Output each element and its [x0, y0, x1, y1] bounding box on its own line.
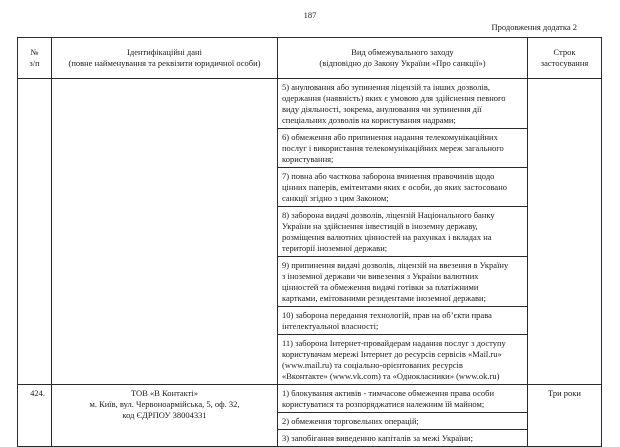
- continued-measure-4: [278, 207, 527, 257]
- measure-line: 9) припинення видачі дозволів, ліцензій на ввезення в Україну: [282, 260, 509, 270]
- measure-line: з іноземної держави чи вивезення з України валютних: [282, 271, 479, 281]
- measure-line: цінностей та обмеження видачі готівки за платіжними: [282, 282, 479, 292]
- measure-line: санкції згідно з цим Законом;: [282, 193, 389, 203]
- measure-line: 1) блокування активів - тимчасове обмеження права особи: [282, 388, 495, 398]
- measure-line: 6) обмеження або припинення надання телекомунікаційних: [282, 132, 498, 142]
- continued-measure-2: [278, 129, 527, 168]
- continued-measure-3: [278, 168, 527, 207]
- sanctions-table: [17, 37, 602, 447]
- measure-line: 11) заборона Інтернет-провайдерам надання послуг з доступу: [282, 338, 506, 348]
- page-number: 187: [303, 10, 317, 20]
- measure-line: користуватися та розпоряджатися належним їй майном;: [282, 399, 485, 409]
- cell-term-empty: [528, 79, 602, 385]
- cell-measures-entry: [278, 385, 528, 447]
- header-number: № з/п: [18, 38, 52, 79]
- continued-measure-6: [278, 307, 527, 335]
- measure-line: розміщення валютних цінностей на рахунках і вкладах на: [282, 232, 492, 242]
- measure-line: цінних паперів, емітентами яких є особи, до яких застосовано: [282, 182, 508, 192]
- cell-company-empty: [52, 79, 278, 385]
- measure-line: (www.mail.ru) та соціально-орієнтованих ресурсів: [282, 360, 463, 370]
- header-measure-type: Вид обмежувального заходу (відповідно до Закону України «Про санкції»): [278, 38, 528, 79]
- measure-line: спеціальних дозволів на користування надрами;: [282, 115, 456, 125]
- measure-line: 3) запобігання виведенню капіталів за межі України;: [282, 433, 473, 443]
- measure-line: 8) заборона видачі дозволів, ліцензій Національного банку: [282, 210, 495, 220]
- cell-number-empty: [18, 79, 52, 385]
- continuation-label: Продовження додатка 2: [491, 22, 577, 32]
- table-header-row: [18, 38, 602, 79]
- measure-line: України на здійснення інвестицій в іноземну державу,: [282, 221, 478, 231]
- measure-line: послуг і використання телекомунікаційних мереж загального: [282, 143, 504, 153]
- entry-measure-1: [278, 385, 527, 413]
- continued-measure-7: [278, 335, 527, 384]
- measure-line: «Вконтакте» (www.vk.com) та «Однокласники» (www.ok.ru): [282, 371, 500, 381]
- measure-line: користування;: [282, 154, 334, 164]
- entry-measure-3: [278, 430, 527, 446]
- measure-line: інтелектуальної власності;: [282, 321, 379, 331]
- measure-line: 2) обмеження торговельних операцій;: [282, 416, 419, 426]
- measure-line: картками, емітованими резидентами іноземної держави;: [282, 293, 486, 303]
- company-code: код ЄДРПОУ 38004331: [122, 410, 207, 420]
- entry-number: 424.: [18, 385, 52, 447]
- table-row-entry-424: [18, 385, 602, 447]
- entry-term: Три роки: [528, 385, 602, 447]
- cell-measures-continued: [278, 79, 528, 385]
- measure-line: 5) анулювання або зупинення ліцензій та інших дозволів,: [282, 82, 490, 92]
- measure-line: 10) заборона передання технологій, прав на об’єкти права: [282, 310, 492, 320]
- company-address: м. Київ, вул. Червоноармійська, 5, оф. 32,: [89, 399, 240, 409]
- header-identification: Ідентифікаційні дані (повне найменування та реквізити юридичної особи): [52, 38, 278, 79]
- continued-measure-1: [278, 79, 527, 129]
- measure-line: виду діяльності, зокрема, анулювання чи зупинення дії: [282, 104, 482, 114]
- entry-measure-2: [278, 413, 527, 430]
- header-term: Строк застосування: [528, 38, 602, 79]
- measure-line: території іноземної держави;: [282, 243, 388, 253]
- measure-line: користувачам мережі Інтернет до ресурсів сервісів «Mail.ru»: [282, 349, 502, 359]
- table-row-continued: [18, 79, 602, 385]
- company-name: ТОВ «В Контакті»: [130, 388, 199, 398]
- entry-company: [52, 385, 278, 447]
- continued-measure-5: [278, 257, 527, 307]
- measure-line: 7) повна або часткова заборона вчинення правочинів щодо: [282, 171, 495, 181]
- measure-line: одержання (наявність) яких є умовою для здійснення певного: [282, 93, 506, 103]
